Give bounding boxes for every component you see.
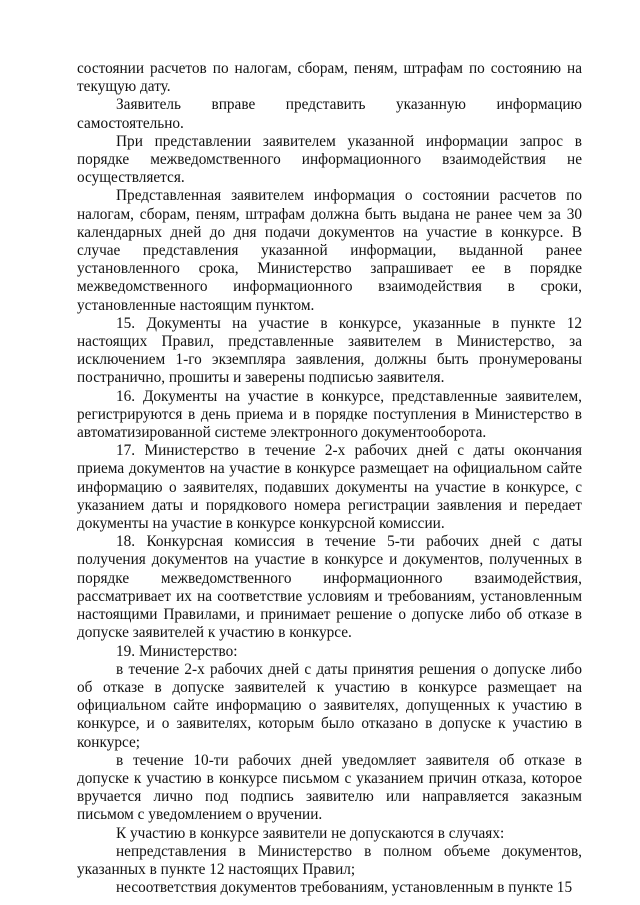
paragraph-info-validity: Представленная заявителем информация о состоянии расчетов по налогам, сборам, пеням, штрафам должна быть выдана не ранее чем за 30 календарных дней до дня подачи документов на участие в конкурсе. В случае представления указанной информации, выданной ранее установленного срока, Министерство запрашивает ее в порядке межведомственного информационного взаимодействия в сроки, установленные настоящим пунктом. — [77, 187, 582, 314]
paragraph-item-17: 17. Министерство в течение 2-х рабочих дней с даты окончания приема документов на участие в конкурсе размещает на официальном сайте информацию о заявителях, подавших документы на участие в конкурсе, с указанием даты и порядкового номера регистрации заявления и передает документы на участие в конкурсе конкурсной комиссии. — [77, 442, 582, 533]
paragraph-self-submission: Заявитель вправе представить указанную информацию самостоятельно. — [77, 96, 582, 132]
paragraph-continuation: состоянии расчетов по налогам, сборам, пеням, штрафам по состоянию на текущую дату. — [77, 60, 582, 96]
paragraph-item-19-notify: в течение 10-ти рабочих дней уведомляет заявителя об отказе в допуске к участию в конкурсе письмом с указанием причин отказа, которое вручается лично под подпись заявителю или направляется заказным письмом с уведомлением о вручении. — [77, 751, 582, 824]
paragraph-item-19: 19. Министерство: — [116, 642, 238, 660]
paragraph-case-noncompliance: несоответствия документов требованиям, установленным в пункте 15 — [116, 879, 573, 897]
document-page — [77, 60, 582, 897]
paragraph-item-19-publish: в течение 2-х рабочих дней с даты принятия решения о допуске либо об отказе в допуске заявителей к участию в конкурсе размещает на официальном сайте информацию о заявителях, допущенных к участию в конкурсе, и о заявителях, которым было отказано в допуске к участию в конкурсе; — [77, 660, 582, 751]
paragraph-rejection-cases: К участию в конкурсе заявители не допускаются в случаях: — [116, 824, 505, 842]
paragraph-item-16: 16. Документы на участие в конкурсе, представленные заявителем, регистрируются в день приема и в порядке поступления в Министерство в автоматизированной системе электронного документооборота. — [77, 387, 582, 442]
paragraph-case-incomplete: непредставления в Министерство в полном объеме документов, указанных в пункте 12 настоящих Правил; — [77, 842, 582, 878]
paragraph-item-15: 15. Документы на участие в конкурсе, указанные в пункте 12 настоящих Правил, представленные заявителем в Министерство, за исключением 1-го экземпляра заявления, должны быть пронумерованы постранично, прошиты и заверены подписью заявителя. — [77, 314, 582, 387]
paragraph-no-request: При представлении заявителем указанной информации запрос в порядке межведомственного информационного взаимодействия не осуществляется. — [77, 132, 582, 187]
paragraph-item-18: 18. Конкурсная комиссия в течение 5-ти рабочих дней с даты получения документов на участие в конкурсе и документов, полученных в порядке межведомственного информационного взаимодействия, рассматривает их на соответствие условиям и требованиям, установленным настоящими Правилами, и принимает решение о допуске либо об отказе в допуске заявителей к участию в конкурсе. — [77, 533, 582, 642]
